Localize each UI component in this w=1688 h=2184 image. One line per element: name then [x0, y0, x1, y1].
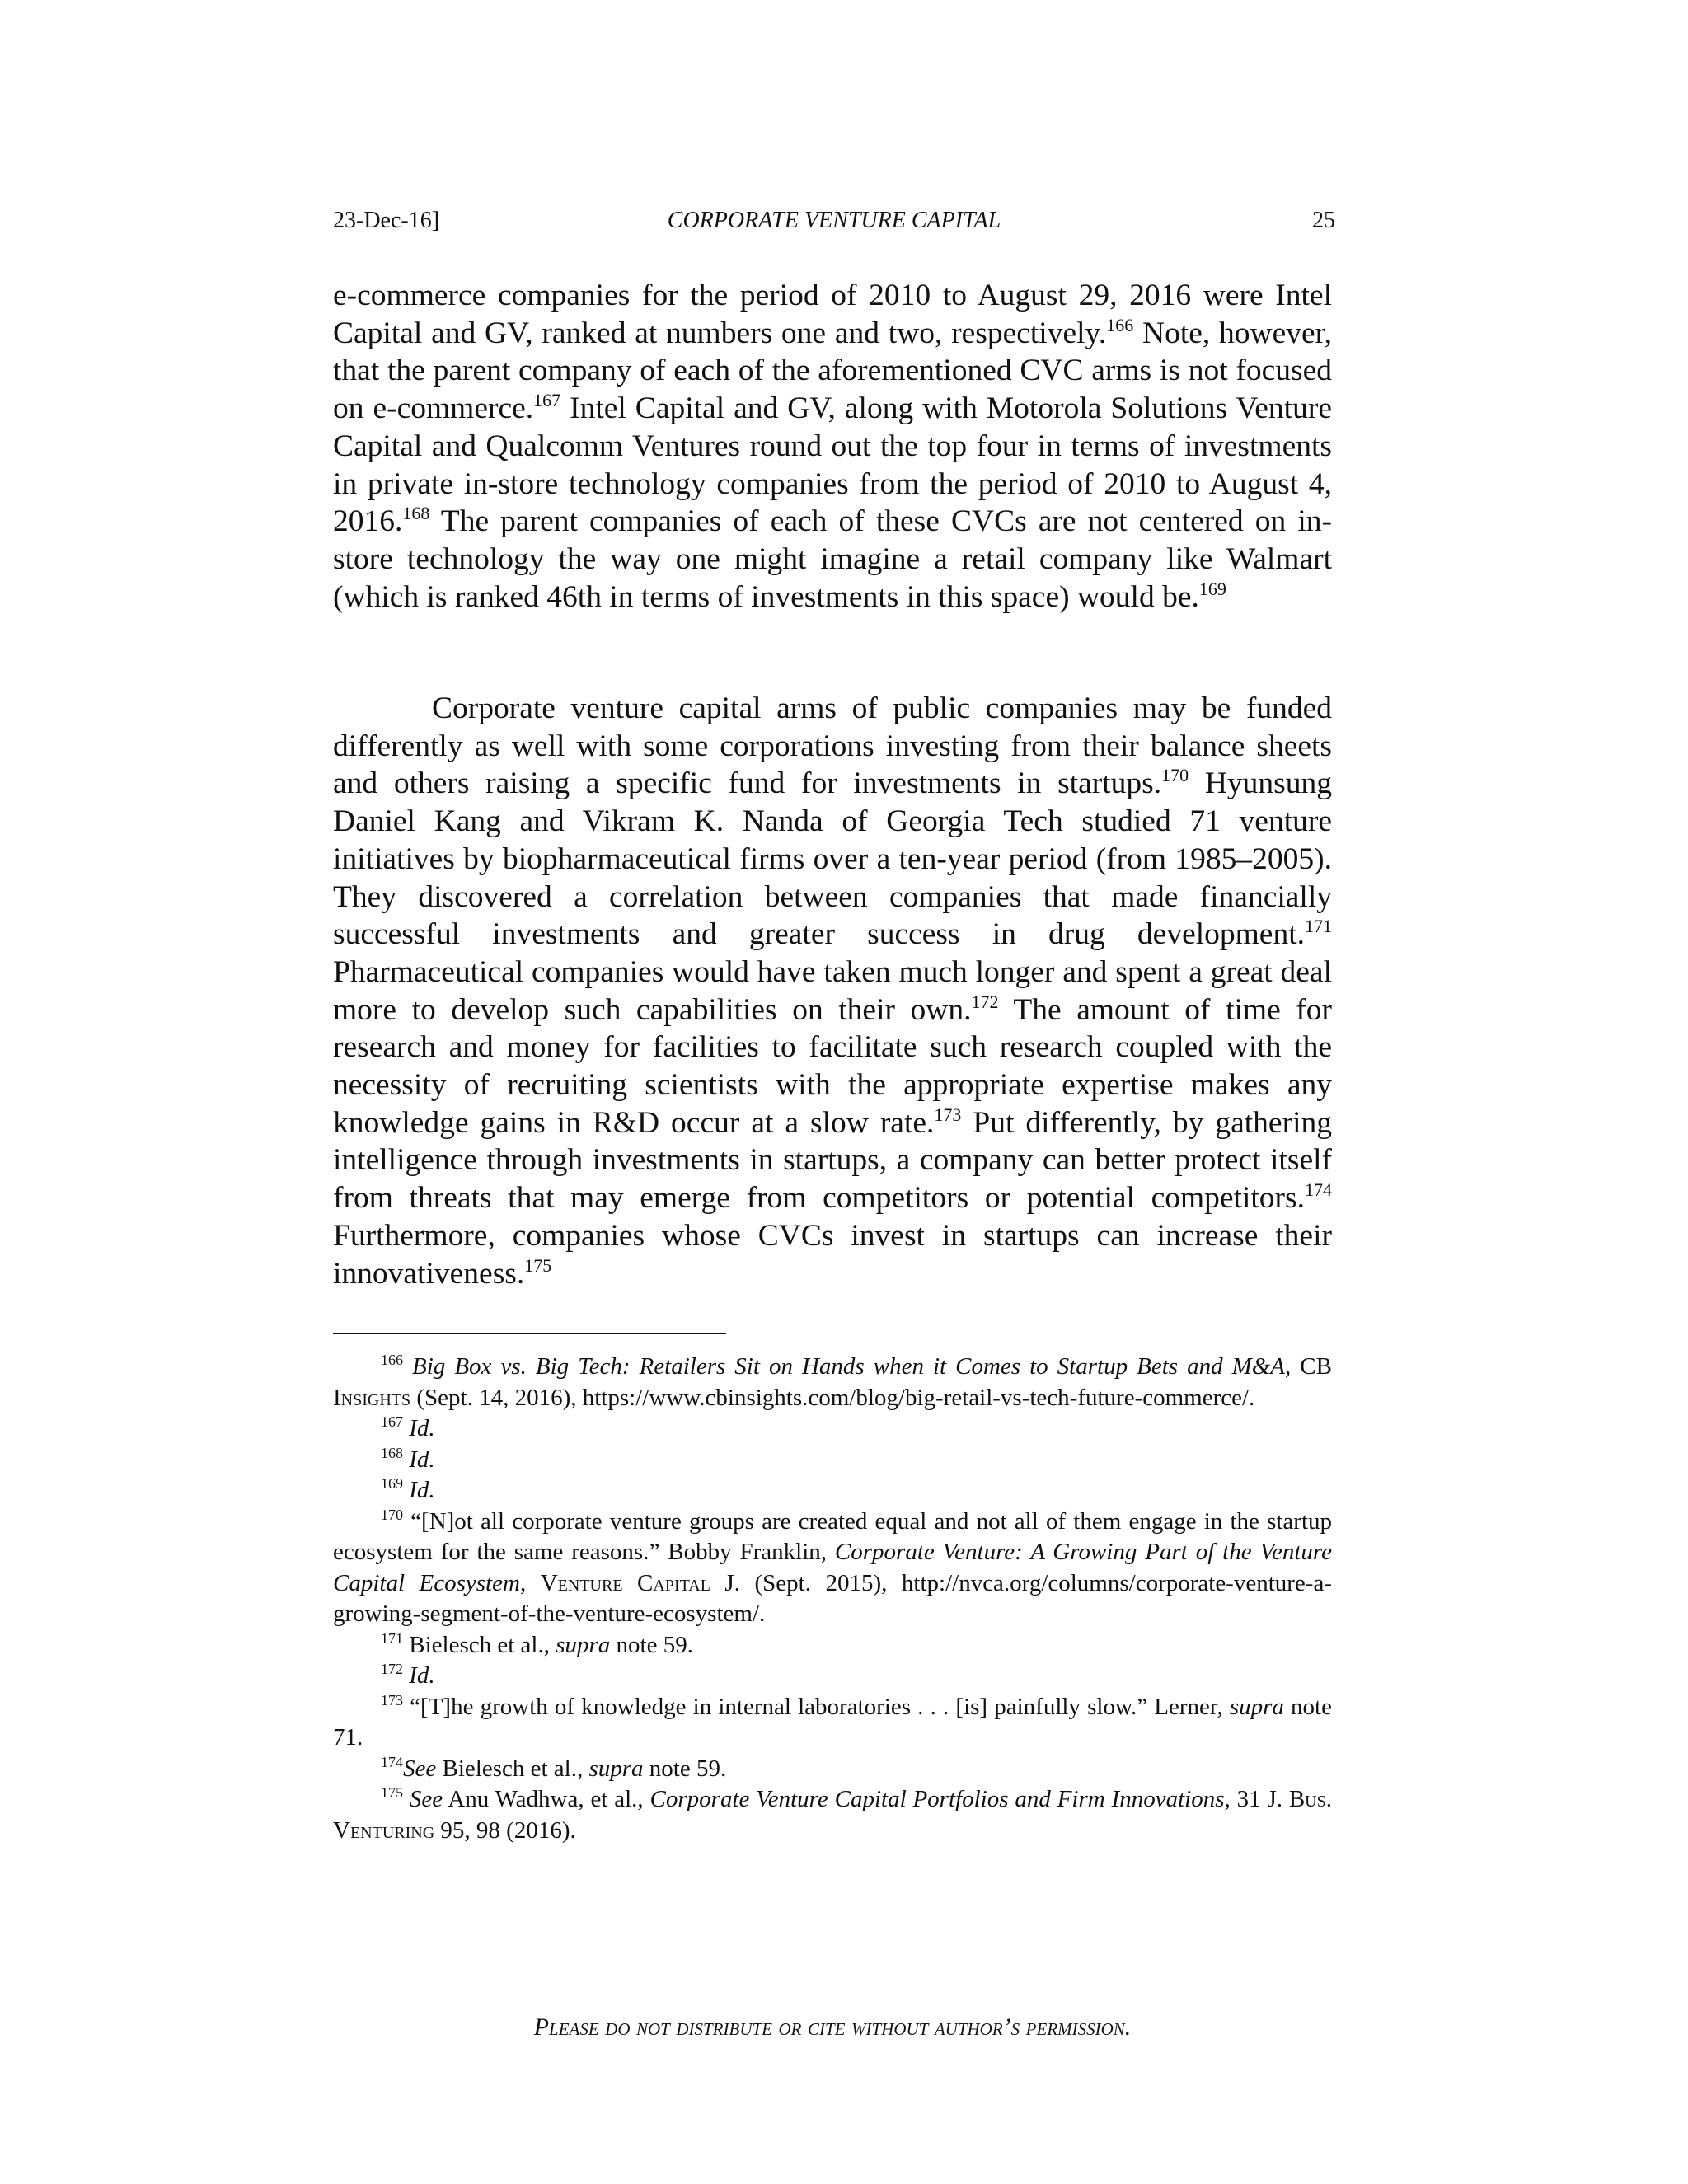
footnote-number: 170	[381, 1506, 403, 1523]
header-page-number: 25	[1312, 208, 1335, 233]
footnote-170	[333, 1507, 1332, 1630]
paragraph-text: Intel Capital and GV, along with Motorola Solutions Venture Capital and Qualcomm Ventures round out the top four in terms of investments in private in-store technology companies from the period of 2010 to August 4, 2016.	[333, 391, 1332, 539]
footnote-id: Id.	[409, 1477, 435, 1503]
footnote-number: 171	[381, 1629, 403, 1647]
footnote-text: Bielesch et al.,	[436, 1755, 589, 1782]
footnote-number: 175	[381, 1784, 403, 1801]
footnote-174	[333, 1754, 1332, 1785]
paragraph-text: Furthermore, companies whose CVCs invest in startups can increase their innovativeness.	[333, 1218, 1332, 1291]
footnote-ref-175[interactable]: 175	[524, 1254, 552, 1276]
body-paragraph-2	[333, 690, 1332, 1292]
paragraph-text: Hyunsung Daniel Kang and Vikram K. Nanda of Georgia Tech studied 71 venture initiatives by biopharmaceutical firms over a ten-year period (from 1985–2005). They discovered a correlation between companies that made financially successful investments and greater success in drug development.	[333, 766, 1332, 952]
footnote-text[interactable]: J. (Sept. 2015), http://nvca.org/columns/corporate-venture-a-growing-segment-of-the-venture-ecosystem/.	[333, 1569, 1332, 1627]
footnote-ref-167[interactable]: 167	[533, 390, 561, 411]
footnotes-section	[333, 1352, 1332, 1846]
footnote-text: ,	[519, 1569, 541, 1596]
footnote-signal: See	[403, 1755, 437, 1782]
footnote-175	[333, 1784, 1332, 1846]
footnote-text: “[N]ot all corporate venture groups are created equal and not all of them engage in the startup ecosystem for the same reasons.” Bobby Franklin,	[333, 1507, 1332, 1565]
footnote-article-title: Big Box vs. Big Tech: Retailers Sit on Hands when it Comes to Startup Bets and M&A	[412, 1353, 1286, 1380]
footnote-number: 173	[381, 1691, 403, 1708]
footnote-text: , CB	[1285, 1353, 1332, 1380]
paragraph-text: Put differently, by gathering intelligence through investments in startups, a company can better protect itself from threats that may emerge from competitors or potential competitors.	[333, 1105, 1332, 1216]
footnote-ref-173[interactable]: 173	[934, 1104, 962, 1125]
footnote-text: Anu Wadhwa, et al.,	[443, 1786, 650, 1812]
paragraph-text: e-commerce companies for the period of 2010 to August 29, 2016 were Intel Capital and GV, ranked at numbers one and two, respectively.	[333, 279, 1332, 350]
footnote-ref-166[interactable]: 166	[1106, 314, 1134, 335]
footnote-text: , 31 J.	[1224, 1786, 1289, 1812]
footnote-ref-171[interactable]: 171	[1305, 916, 1332, 937]
footnote-number: 174	[381, 1753, 403, 1770]
footnote-supra: supra	[556, 1631, 611, 1658]
paragraph-text: Pharmaceutical companies would have taken much longer and spent a great deal more to develop such capabilities on their own.	[333, 954, 1332, 1027]
footnote-supra: supra	[588, 1755, 644, 1782]
footnote-id: Id.	[409, 1662, 435, 1689]
footnote-separator-rule	[333, 1333, 726, 1334]
footnote-text: “[T]he growth of knowledge in internal laboratories . . . [is] painfully slow.” Lerner,	[403, 1693, 1230, 1720]
footnote-text: 95, 98 (2016).	[434, 1816, 576, 1844]
paragraph-text: The amount of time for research and money for facilities to facilitate such research coupled with the necessity of recruiting scientists with the appropriate expertise makes any knowledge gains in R&D occur at a slow rate.	[333, 992, 1332, 1140]
footnote-171	[333, 1630, 1332, 1661]
footnote-ref-169[interactable]: 169	[1198, 578, 1226, 599]
footnote-ref-168[interactable]: 168	[402, 503, 430, 524]
footnote-text: note 71.	[333, 1693, 1332, 1750]
footnote-text: Bielesch et al.,	[403, 1631, 556, 1658]
paragraph-text: Note, however, that the parent company of each of the aforementioned CVC arms is not focused on e-commerce.	[333, 316, 1332, 426]
footnote-ref-172[interactable]: 172	[971, 991, 999, 1012]
footnote-source: Bus. Venturing	[333, 1786, 1333, 1844]
footnote-number: 166	[381, 1352, 403, 1368]
footnote-167	[333, 1413, 1332, 1445]
footnote-supra: supra	[1229, 1693, 1284, 1720]
header-running-title: CORPORATE VENTURE CAPITAL	[667, 208, 1001, 233]
footnote-169	[333, 1475, 1332, 1507]
footnote-172	[333, 1661, 1332, 1692]
footnote-168	[333, 1445, 1332, 1476]
footnote-id: Id.	[409, 1415, 435, 1441]
page-header	[333, 204, 1335, 237]
paragraph-text: The parent companies of each of these CVCs are not centered on in-store technology the way one might imagine a retail company like Walmart (which is ranked 46th in terms of investments in this space) would be.	[333, 504, 1332, 614]
footnote-source: Venture Capital	[540, 1569, 710, 1596]
body-paragraph-1	[333, 277, 1332, 616]
footnote-text[interactable]: (Sept. 14, 2016), https://www.cbinsights.com/blog/big-retail-vs-tech-future-commerce/.	[410, 1384, 1255, 1411]
footnote-number: 172	[381, 1661, 403, 1677]
footnote-number: 168	[381, 1444, 403, 1461]
footnote-article-title: Corporate Venture Capital Portfolios and Firm Innovations	[649, 1786, 1225, 1812]
footnote-text: note 59.	[643, 1755, 727, 1782]
header-date: 23-Dec-16]	[333, 208, 440, 233]
footnote-173	[333, 1692, 1332, 1754]
footnote-source: Insights	[333, 1384, 411, 1411]
footnote-text: note 59.	[610, 1631, 693, 1658]
footnote-article-title: Corporate Venture: A Growing Part of the Venture Capital Ecosystem	[333, 1539, 1333, 1596]
footnote-id: Id.	[409, 1446, 435, 1473]
footnote-166	[333, 1352, 1332, 1413]
footnote-ref-174[interactable]: 174	[1305, 1179, 1332, 1201]
footnote-number: 169	[381, 1475, 403, 1492]
paragraph-text: Corporate venture capital arms of public companies may be funded differently as well with some corporations investing from their balance sheets and others raising a specific fund for investments in startups.	[333, 691, 1332, 801]
footnote-number: 167	[381, 1413, 403, 1430]
page-footer-notice: Please do not distribute or cite without author’s permission.	[533, 2013, 1132, 2041]
footnote-signal: See	[409, 1786, 443, 1812]
footnote-ref-170[interactable]: 170	[1161, 765, 1189, 786]
